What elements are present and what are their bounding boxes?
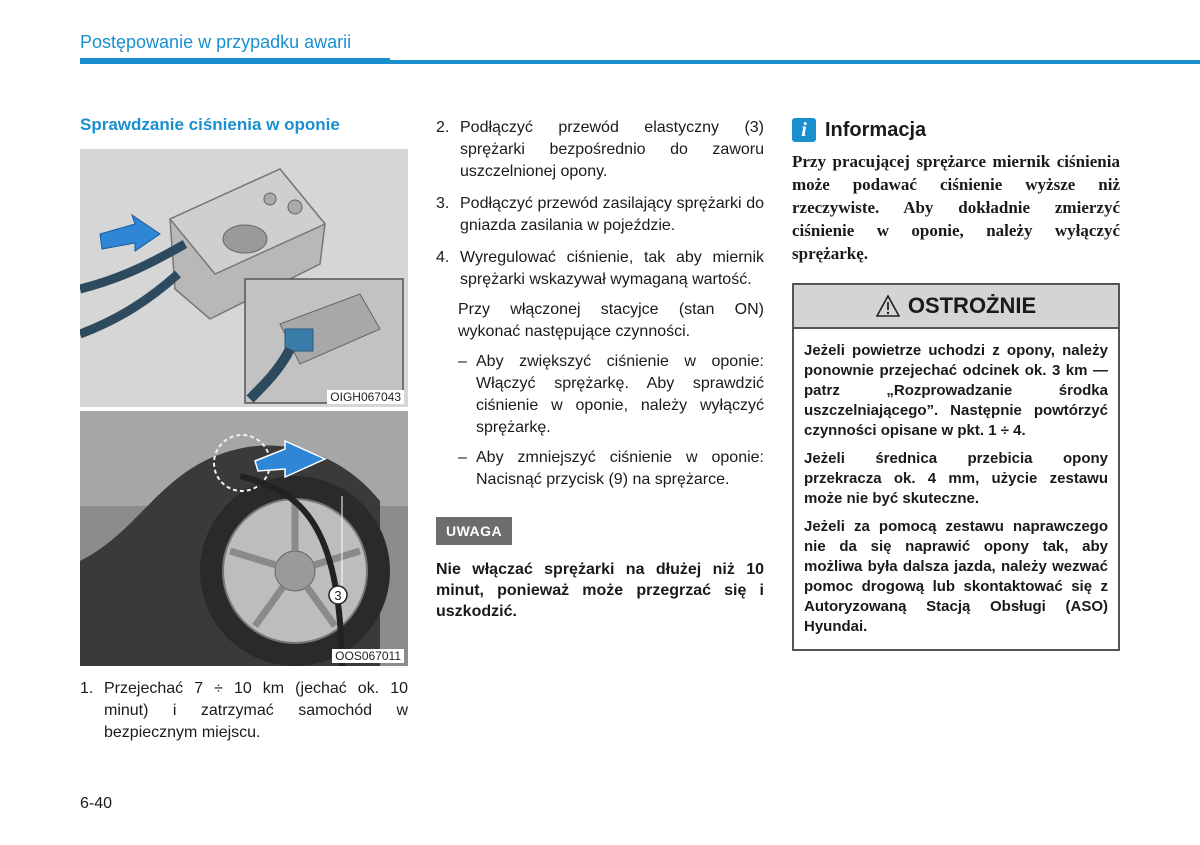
right-column bbox=[792, 118, 1120, 651]
info-title: Informacja bbox=[825, 118, 927, 141]
tire-illustration bbox=[80, 411, 408, 666]
dash-item bbox=[458, 447, 764, 491]
info-text: Przy pracującej sprężarce miernik ciśnienia może podawać ciśnienie wyższe niż rzeczywiste. Aby dokładnie zmierzyć ciśnienie w oponie, należy wyłączyć sprężarkę. bbox=[792, 152, 1120, 263]
section-title: Sprawdzanie ciśnienia w oponie bbox=[80, 115, 340, 134]
info-header bbox=[792, 118, 1120, 142]
step-number: 4. bbox=[436, 249, 450, 266]
dash-mark: – bbox=[458, 353, 467, 370]
step-text: Wyregulować ciśnienie, tak aby miernik sprężarki wskazywał wymaganą wartość. bbox=[460, 249, 764, 288]
step-4-paragraph: Przy włączonej stacyjce (stan ON) wykonać następujące czynności. bbox=[458, 301, 764, 340]
figure-code: OOS067011 bbox=[332, 649, 404, 663]
step-text: Podłączyć przewód zasilający sprężarki do gniazda zasilania w pojeździe. bbox=[460, 195, 764, 234]
info-icon: i bbox=[792, 118, 816, 142]
caution-paragraph: Jeżeli średnica przebicia opony przekracza ok. 4 mm, użycie zestawu może nie być skuteczne. bbox=[804, 450, 1108, 507]
step-1 bbox=[80, 678, 408, 744]
caution-title: OSTROŻNIE bbox=[907, 293, 1037, 318]
tire-figure bbox=[80, 411, 408, 666]
step-number: 2. bbox=[436, 119, 450, 136]
middle-column bbox=[436, 117, 764, 622]
step-text: Podłączyć przewód elastyczny (3) sprężarki bezpośrednio do zaworu uszczelnionej opony. bbox=[460, 119, 764, 180]
caution-box bbox=[792, 283, 1120, 651]
callout-number: 3 bbox=[334, 588, 342, 603]
step-3 bbox=[436, 193, 764, 237]
dash-mark: – bbox=[458, 449, 467, 466]
dash-text: Aby zmniejszyć ciśnienie w oponie: Nacisnąć przycisk (9) na sprężarce. bbox=[476, 449, 764, 488]
compressor-figure bbox=[80, 149, 408, 407]
step-text: Przejechać 7 ÷ 10 km (jechać ok. 10 minut) i zatrzymać samochód w bezpiecznym miejscu. bbox=[104, 680, 408, 741]
step-4 bbox=[436, 247, 764, 291]
figure-code: OIGH067043 bbox=[327, 390, 404, 404]
dash-item bbox=[458, 351, 764, 439]
notice-badge: UWAGA bbox=[436, 517, 512, 545]
step-2 bbox=[436, 117, 764, 183]
warning-triangle-icon bbox=[876, 295, 900, 317]
step-number: 3. bbox=[436, 195, 450, 212]
left-column bbox=[80, 115, 408, 744]
caution-header bbox=[794, 285, 1118, 329]
caution-paragraph: Jeżeli powietrze uchodzi z opony, należy ponownie przejechać odcinek ok. 3 km — patrz „Rozprowadzanie środka uszczelniającego”. Następnie powtórzyć czynności opisane w pkt. 1 ÷ 4. bbox=[804, 342, 1108, 439]
caution-paragraph: Jeżeli za pomocą zestawu naprawczego nie da się naprawić opony tak, aby możliwa była dalsza jazda, należy wezwać pomoc drogową lub skontaktować się z Autoryzowaną Stacją Obsługi (ASO) Hyundai. bbox=[804, 518, 1108, 635]
page-number: 6-40 bbox=[80, 795, 113, 812]
caution-body bbox=[794, 329, 1118, 649]
step-number: 1. bbox=[80, 680, 94, 697]
notice-text: Nie włączać sprężarki na dłużej niż 10 minut, ponieważ może przegrzać się i uszkodzić. bbox=[436, 561, 764, 620]
compressor-illustration bbox=[80, 149, 408, 407]
section-header: Postępowanie w przypadku awarii bbox=[80, 32, 352, 52]
dash-text: Aby zwiększyć ciśnienie w oponie: Włączyć sprężarkę. Aby sprawdzić ciśnienie w oponie, należy wyłączyć sprężarkę. bbox=[476, 353, 764, 436]
header-rule-accent bbox=[80, 58, 390, 64]
